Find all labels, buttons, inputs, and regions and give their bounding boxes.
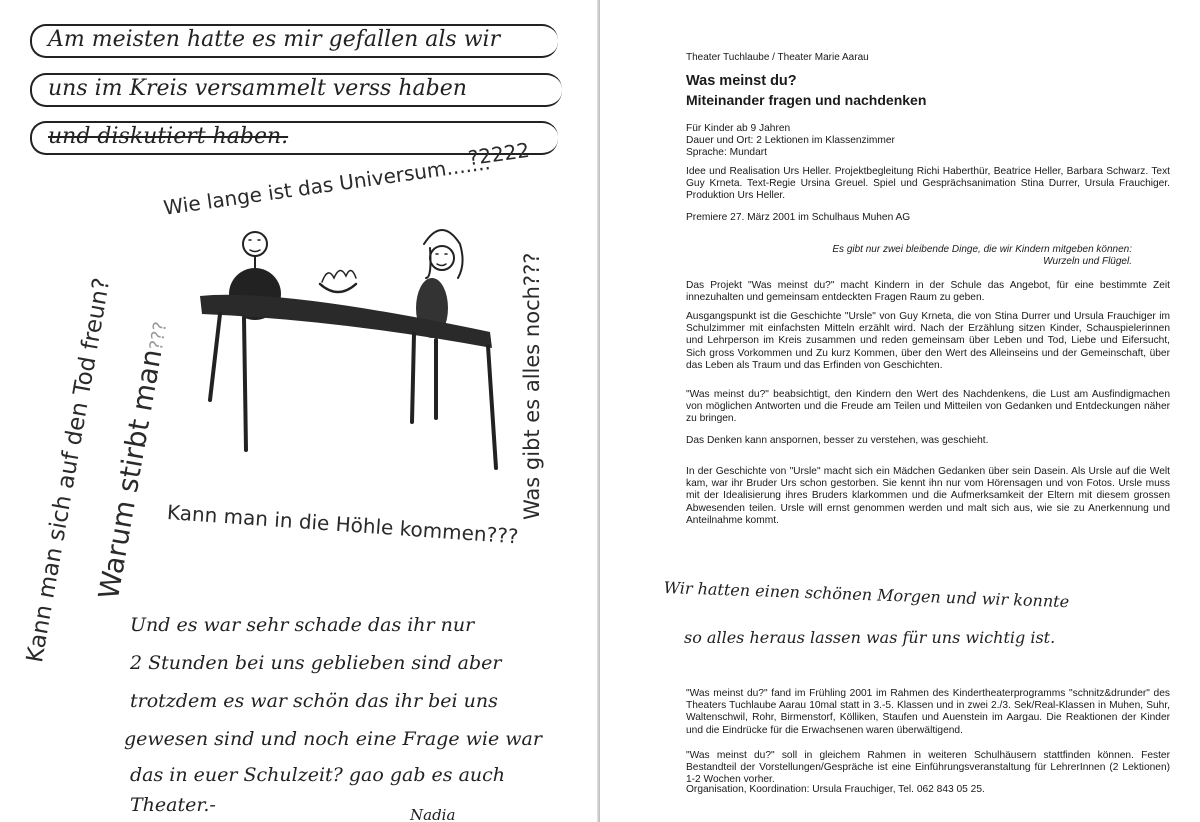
question-what-else-text: Was gibt es alles noch: [520, 286, 544, 520]
flyer-paragraph-5: In der Geschichte von "Ursle" macht sich ein Mädchen Gedanken über sein Dasein. Als Ursle auf die Welt kam, war ihr Bruder Urs schon gestorben. Sie kennt ihn nur vom Hörensagen und von Fotos. Ursle muss mit der Idealisierung ihres Bruders klarkommen und die Aufmerksamkeit der Eltern mit diesem grossen Abwesenden teilen. Ursle will ernst genommen werden und malt sich aus, wie sie zu Anerkennung und Anteilnahme kommt.: [686, 466, 1170, 526]
question-why-die: [92, 318, 173, 601]
question-cave-marks: ???: [485, 522, 520, 549]
drawing-table-leg: [412, 334, 414, 422]
question-what-else-marks: ???: [520, 252, 544, 287]
drawing-boy-head: [243, 232, 267, 256]
drawing-boy-face: [249, 240, 260, 252]
question-why-die-text: Warum stirbt man: [92, 346, 169, 602]
letter-line-5: das in euer Schulzeit? gao gab es auch: [130, 764, 506, 786]
flyer-quote-1: Es gibt nur zwei bleibende Dinge, die wir Kindern mitgeben können:: [832, 244, 1132, 255]
flyer-premiere: Premiere 27. März 2001 im Schulhaus Muhen AG: [686, 212, 911, 223]
question-death-marks: ?: [87, 275, 116, 293]
child-drawing: [180, 222, 510, 472]
question-why-die-marks: ???: [145, 320, 172, 353]
flyer-facts: [686, 123, 1170, 160]
letter-line-1: Und es war sehr schade das ihr nur: [130, 614, 475, 636]
drawing-table-leg: [210, 314, 220, 400]
flyer-title: Was meinst du?: [686, 73, 797, 89]
letter-line-6: Theater.-: [130, 794, 216, 816]
fact-language: Sprache: Mundart: [686, 147, 767, 159]
question-universe-text: Wie lange ist das Universum.......: [162, 150, 492, 220]
question-universe-marks: ?2222: [466, 137, 531, 171]
flyer-handwritten-2: so alles heraus lassen was für uns wichtig ist.: [684, 628, 1056, 647]
drawing-plant: [322, 270, 356, 282]
flyer-footer-3: Organisation, Koordination: Ursula Frauchiger, Tel. 062 843 05 25.: [686, 784, 985, 795]
drawing-girl-head: [430, 246, 454, 270]
question-cave: [166, 500, 519, 549]
flyer-paragraph-3: "Was meinst du?" beabsichtigt, den Kindern den Wert des Nachdenkens, die Lust am Ausfindigmachen von möglichen Antworten und die Freude am Teilen und Mitteilen von Gedanken und Entdeckungen näher zu bringen.: [686, 389, 1170, 425]
question-death-text: Kann man sich auf den Tod freun: [22, 288, 114, 665]
flyer-paragraph-2: Ausgangspunkt ist die Geschichte "Ursle" von Guy Krneta, die von Stina Durrer und Ursula Frauchiger im Schulzimmer mit einfachsten Mitteln erzählt wird. Nach der Erzählung sitzen Kinder, Schauspielerinnen und Lehrperson im Kreis zusammen und reden gemeinsam über Leben und Tod, Liebe und Eifersucht, Sich gross Vorkommen und Zu kurz Kommen, über den Wert des Alleinseins und der Gemeinschaft, über das Leben als Traum und das Erfinden von Geschichten.: [686, 311, 1170, 371]
flyer-paragraph-1: Das Projekt "Was meinst du?" macht Kindern in der Schule das Angebot, für eine bestimmte Zeit innezuhalten und gemeinsam entdeckten Fragen Raum zu geben.: [686, 280, 1170, 304]
letter-line-2: 2 Stunden bei uns geblieben sind aber: [130, 652, 502, 674]
fact-duration: Dauer und Ort: 2 Lektionen im Klassenzimmer: [686, 135, 895, 147]
drawing-table-leg: [244, 318, 246, 450]
question-death: [22, 276, 115, 665]
flyer-handwritten-1: Wir hatten einen schönen Morgen und wir konnte: [663, 578, 1070, 612]
handwritten-line-3: und diskutiert haben.: [48, 124, 289, 149]
drawing-table-leg: [488, 346, 496, 468]
letter-line-3: trotzdem es war schön das ihr bei uns: [130, 690, 498, 712]
flyer-header: Theater Tuchlaube / Theater Marie Aarau: [686, 52, 869, 63]
drawing-bowl: [320, 284, 356, 292]
letter-line-4: gewesen sind und noch eine Frage wie war: [124, 728, 542, 750]
flyer-footer-1: "Was meinst du?" fand im Frühling 2001 im Rahmen des Kindertheaterprogramms "schnitz&drunder" des Theaters Tuchlaube Aarau 10mal statt in 3.-5. Klassen und in zwei 2./3. Sek/Real-Klassen in Muhen, Suhr, Waltenschwil, Rohr, Birmenstorf, Kölliken, Staufen und Auenstein im Aargau. Die Reaktionen der Kinder und die Eindrücke für die Erwachsenen waren überwältigend.: [686, 688, 1170, 736]
drawing-girl-face: [436, 254, 447, 266]
handwritten-line-1: Am meisten hatte es mir gefallen als wir: [48, 27, 501, 52]
left-page: [0, 0, 598, 822]
fact-age: Für Kinder ab 9 Jahren: [686, 123, 791, 134]
question-cave-text: Kann man in die Höhle kommen: [166, 500, 488, 547]
flyer-paragraph-4: Das Denken kann anspornen, besser zu verstehen, was geschieht.: [686, 435, 989, 446]
flyer-quote-2: Wurzeln und Flügel.: [1043, 256, 1132, 267]
handwritten-line-2: uns im Kreis versammelt verss haben: [48, 76, 467, 101]
flyer-subtitle: Miteinander fragen und nachdenken: [686, 92, 927, 108]
question-universe: [162, 150, 492, 220]
flyer-footer-2: "Was meinst du?" soll in gleichem Rahmen in weiteren Schulhäusern stattfinden können. Fester Bestandteil der Vorstellungen/Gespräche ist eine Einführungsveranstaltung für LehrerInnen (2 Lektionen) 1-2 Wochen vorher.: [686, 750, 1170, 786]
signature: Nadia: [410, 806, 456, 822]
flyer-credits: Idee und Realisation Urs Heller. Projektbegleitung Richi Haberthür, Beatrice Heller, Barbara Schwarz. Text Guy Krneta. Text-Regie Ursina Greuel. Spiel und Gesprächsanimation Stina Durrer, Ursula Frauchiger. Produktion Urs Heller.: [686, 166, 1170, 202]
question-what-else: [520, 253, 544, 520]
